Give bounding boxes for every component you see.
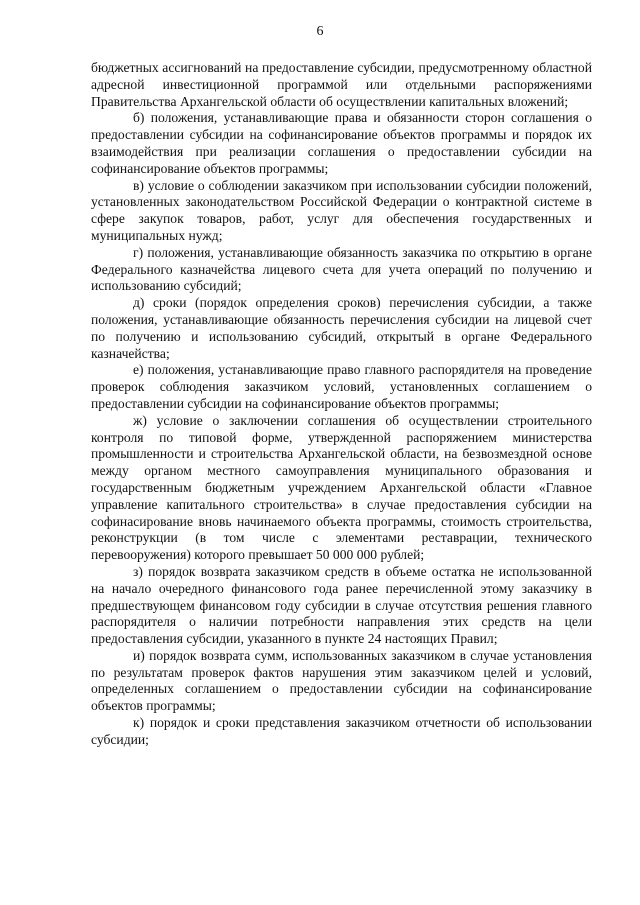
paragraph-item-b: б) положения, устанавливающие права и обязанности сторон соглашения о предоставлении субсидии на софинансирование объектов программы и порядок их взаимодействия при реализации соглашения о предоставлении субсидии на софинансирование объектов программы; <box>91 110 592 176</box>
document-body <box>91 60 592 749</box>
paragraph-item-g: г) положения, устанавливающие обязанность заказчика по открытию в органе Федерального казначейства лицевого счета для учета операций по получению и использованию субсидий; <box>91 244 592 294</box>
paragraph-item-zh: ж) условие о заключении соглашения об осуществлении строительного контроля по типовой форме, утвержденной распоряжением министерства промышленности и строительства Архангельской области, на безвозмездной основе между органом местного самоуправления муниципального образования и государственным бюджетным учреждением Архангельской области «Главное управление капитального строительства» в случае предоставления субсидии на софинасирование вновь начинаемого объекта программы, стоимость строительства, реконструкции (в том числе с элементами реставрации, технического перевооружения) которого превышает 50 000 000 рублей; <box>91 412 592 563</box>
paragraph-continuation: бюджетных ассигнований на предоставление субсидии, предусмотренному областной адресной инвестиционной программой или отдельными распоряжениями Правительства Архангельской области об осуществлении капитальных вложений; <box>91 60 592 109</box>
paragraph-item-i: и) порядок возврата сумм, использованных заказчиком в случае установления по результатам проверок фактов нарушения этим заказчиком целей и условий, определенных соглашением о предоставлении субсидии на софинансирование объектов программы; <box>91 647 592 714</box>
paragraph-item-k: к) порядок и сроки представления заказчиком отчетности об использовании субсидии; <box>91 715 592 747</box>
paragraph-item-d: д) сроки (порядок определения сроков) перечисления субсидии, а также положения, устанавливающие обязанность перечисления субсидии на лицевой счет по получению и использованию субсидий, открытый в органе Федерального казначейства; <box>91 295 592 361</box>
page-number: 6 <box>316 24 324 39</box>
paragraph-item-e: е) положения, устанавливающие право главного распорядителя на проведение проверок соблюдения заказчиком условий, установленных соглашением о предоставлении субсидии на софинансирование объектов программы; <box>91 362 592 411</box>
paragraph-item-z: з) порядок возврата заказчиком средств в объеме остатка не использованной на начало очередного финансового года ранее перечисленной этому заказчику в предшествующем финансовом году субсидии в случае отсутствия решения главного распорядителя о наличии потребности направления этих средств на цели предоставления субсидии, указанного в пункте 24 настоящих Правил; <box>91 563 592 647</box>
paragraph-item-v: в) условие о соблюдении заказчиком при использовании субсидии положений, установленных законодательством Российской Федерации о контрактной системе в сфере закупок товаров, работ, услуг для обеспечения государственных и муниципальных нужд; <box>91 177 592 243</box>
